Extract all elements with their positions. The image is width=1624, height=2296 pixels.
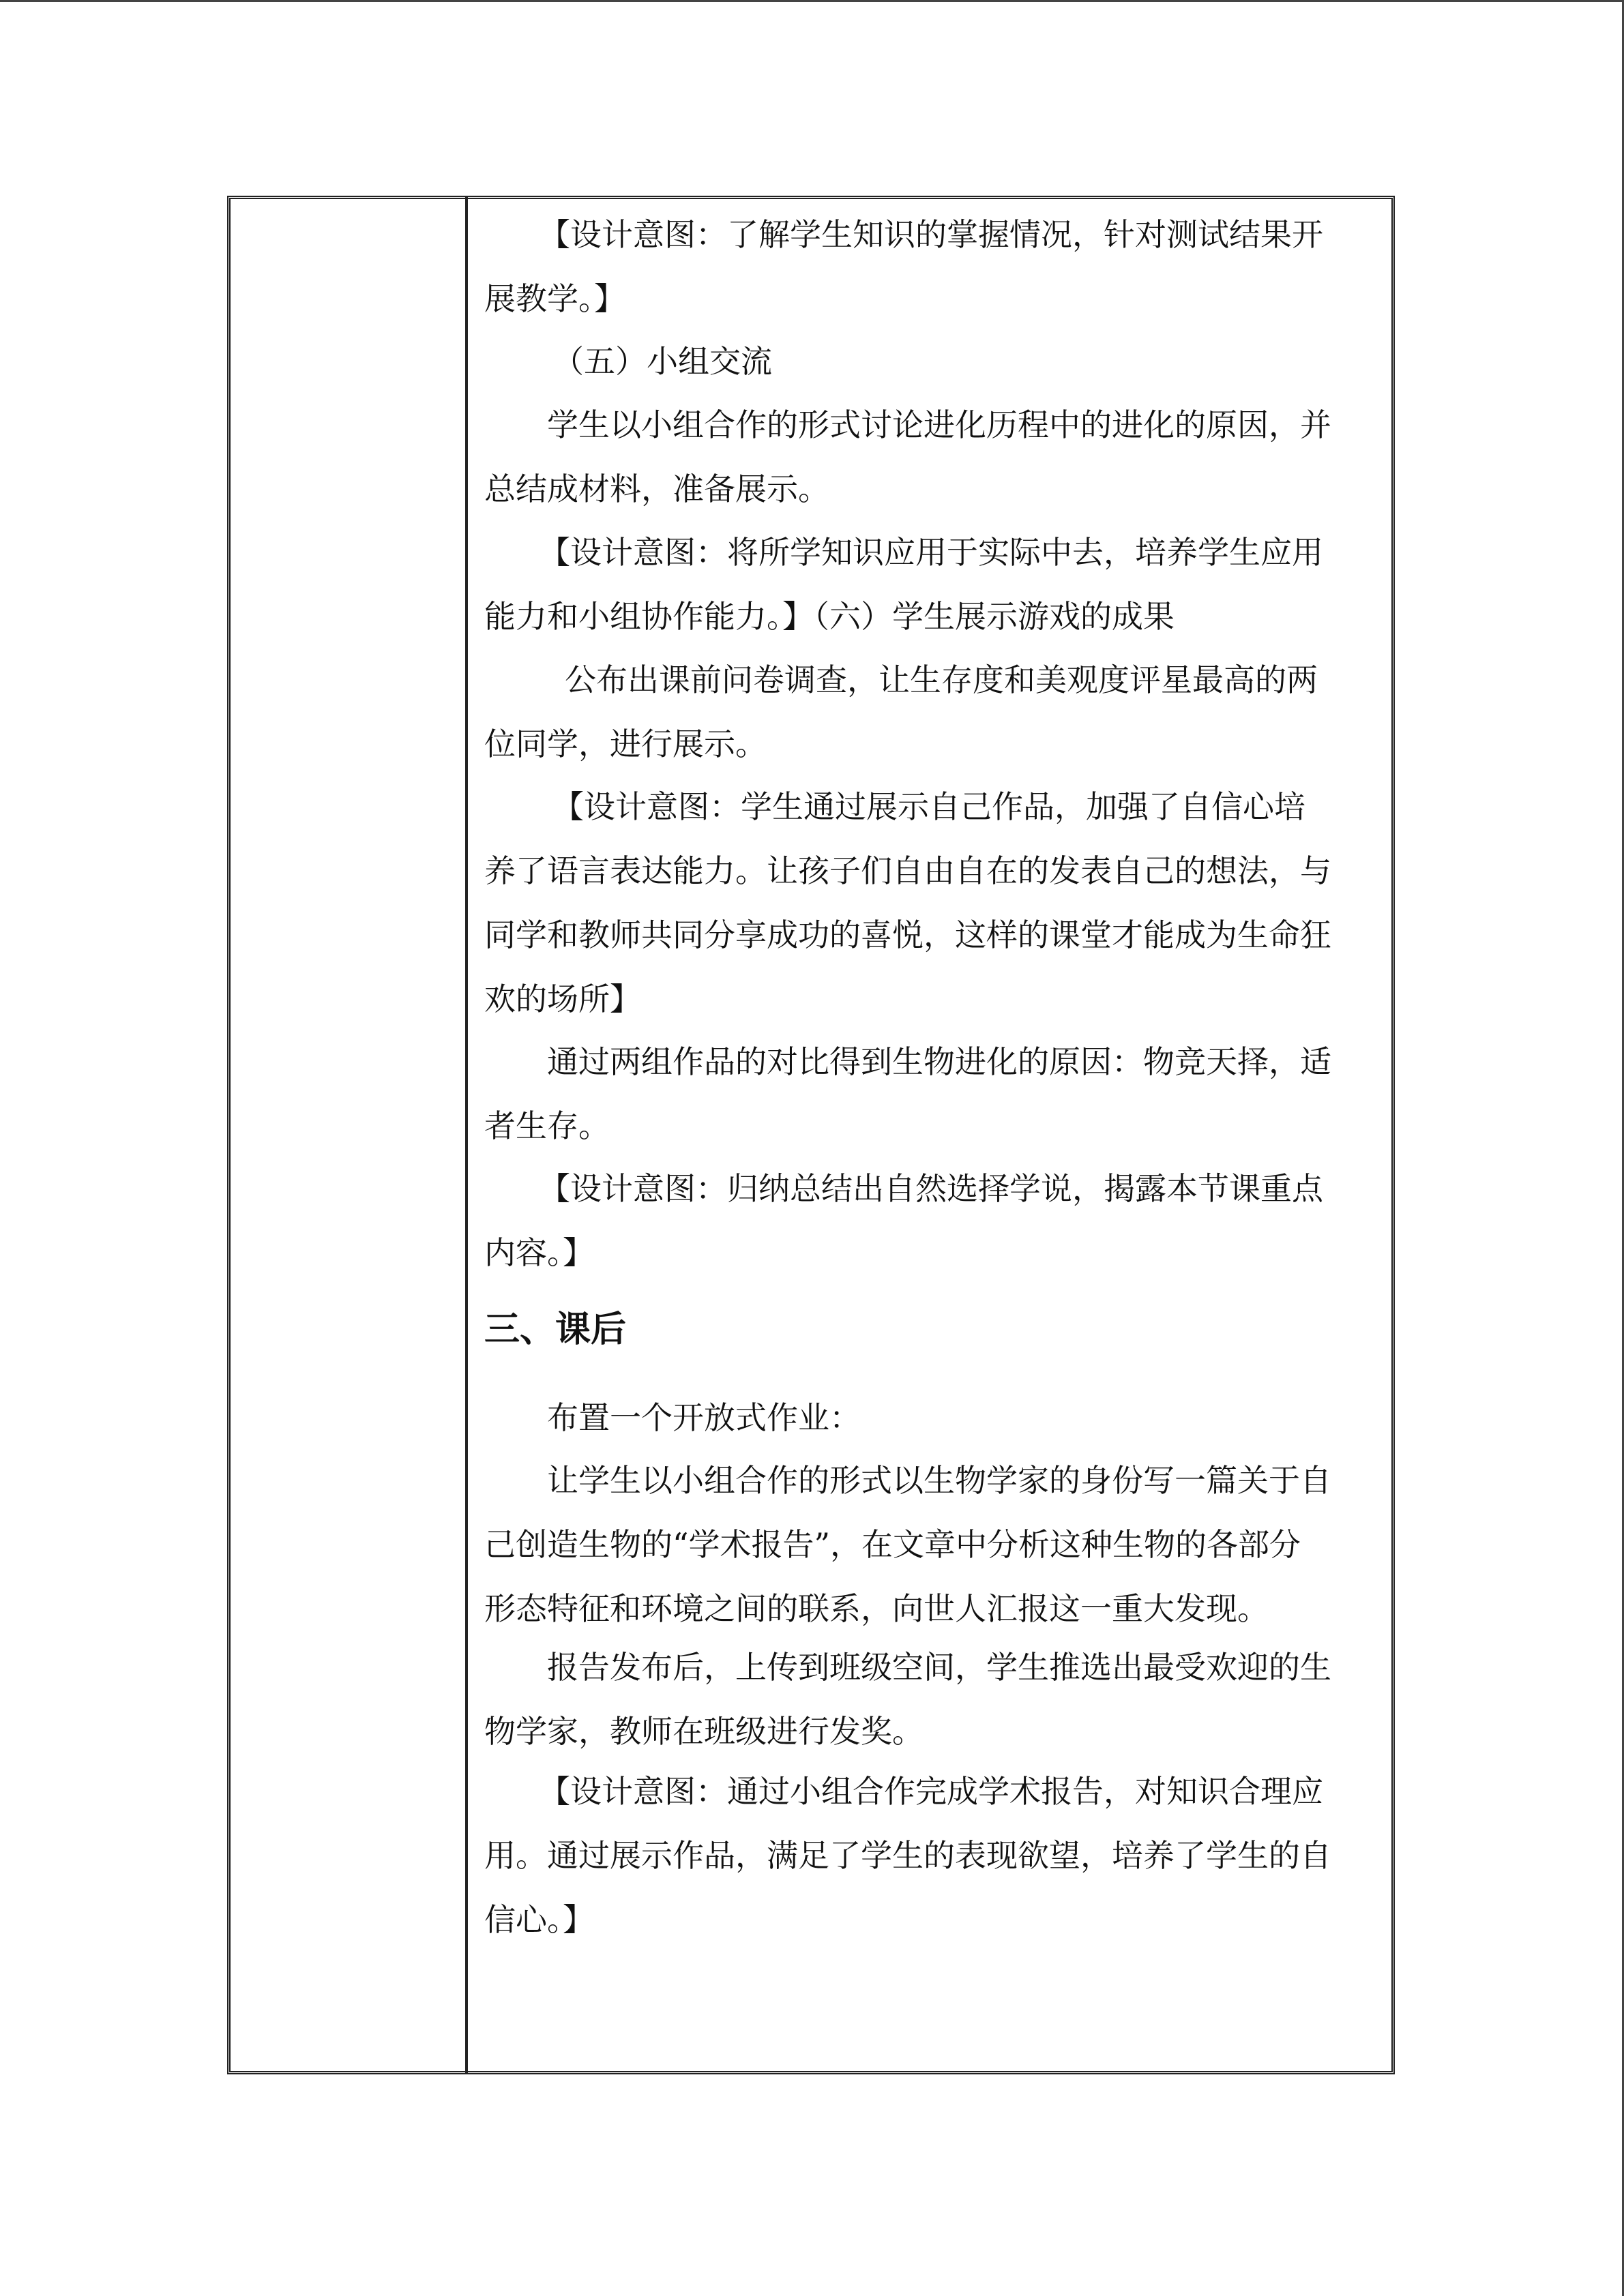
paragraph-academic-report bbox=[484, 1448, 1371, 1641]
line: 通过两组作品的对比得到生物进化的原因：物竞天择，适 bbox=[547, 1043, 1331, 1080]
line: 【设计意图：归纳总结出自然选择学说，揭露本节课重点 bbox=[539, 1170, 1323, 1207]
line: 同学和教师共同分享成功的喜悦，这样的课堂才能成为生命狂 bbox=[484, 916, 1331, 953]
paragraph-group-discussion bbox=[484, 393, 1371, 521]
line: 物学家，教师在班级进行发奖。 bbox=[484, 1713, 924, 1750]
line: 【设计意图：了解学生知识的掌握情况，针对测试结果开 bbox=[539, 216, 1323, 253]
line: 者生存。 bbox=[484, 1107, 610, 1144]
section-heading-after-class: 三、课后 bbox=[484, 1309, 627, 1350]
line: （五）小组交流 bbox=[552, 343, 772, 380]
paragraph-report-publish bbox=[484, 1635, 1371, 1763]
paragraph-design-intent-1 bbox=[484, 203, 1371, 331]
paragraph-open-assignment bbox=[484, 1386, 1371, 1450]
line: 用。通过展示作品，满足了学生的表现欲望，培养了学生的自 bbox=[484, 1837, 1331, 1874]
paragraph-design-intent-2 bbox=[484, 520, 1371, 648]
line: 展教学。】 bbox=[484, 280, 625, 317]
paragraph-design-intent-4 bbox=[484, 1157, 1371, 1285]
line: 【设计意图：学生通过展示自己作品，加强了自信心培 bbox=[552, 788, 1305, 825]
line: 形态特征和环境之间的联系，向世人汇报这一重大发现。 bbox=[484, 1590, 1269, 1627]
paragraph-design-intent-3 bbox=[484, 775, 1371, 1031]
line: 报告发布后，上传到班级空间，学生推选出最受欢迎的生 bbox=[547, 1649, 1331, 1686]
line: 布置一个开放式作业： bbox=[547, 1399, 861, 1436]
line: 信心。】 bbox=[484, 1901, 594, 1938]
line: 位同学，进行展示。 bbox=[484, 726, 767, 762]
line: 养了语言表达能力。让孩子们自由自在的发表自己的想法，与 bbox=[484, 852, 1331, 889]
line: 【设计意图：将所学知识应用于实际中去，培养学生应用 bbox=[539, 534, 1323, 571]
line: 公布出课前问卷调查，让生存度和美观度评星最高的两 bbox=[565, 661, 1318, 698]
line: 【设计意图：通过小组合作完成学术报告，对知识合理应 bbox=[539, 1773, 1323, 1810]
paragraph-group-exchange-title bbox=[484, 329, 1371, 393]
paragraph-comparison bbox=[484, 1030, 1371, 1158]
column-divider bbox=[465, 196, 468, 2074]
line: 己创造生物的“学术报告”，在文章中分析这种生物的各部分 bbox=[484, 1526, 1301, 1563]
line: 欢的场所】 bbox=[484, 981, 641, 1017]
paragraph-survey-announce bbox=[484, 648, 1371, 776]
line: 内容。】 bbox=[484, 1234, 594, 1271]
paragraph-design-intent-5 bbox=[484, 1759, 1371, 1952]
line: 总结成材料，准备展示。 bbox=[484, 471, 829, 507]
line: 学生以小组合作的形式讨论进化历程中的进化的原因，并 bbox=[547, 406, 1331, 443]
line: 让学生以小组合作的形式以生物学家的身份写一篇关于自 bbox=[547, 1462, 1331, 1499]
line: 能力和小组协作能力。】（六）学生展示游戏的成果 bbox=[484, 598, 1175, 635]
